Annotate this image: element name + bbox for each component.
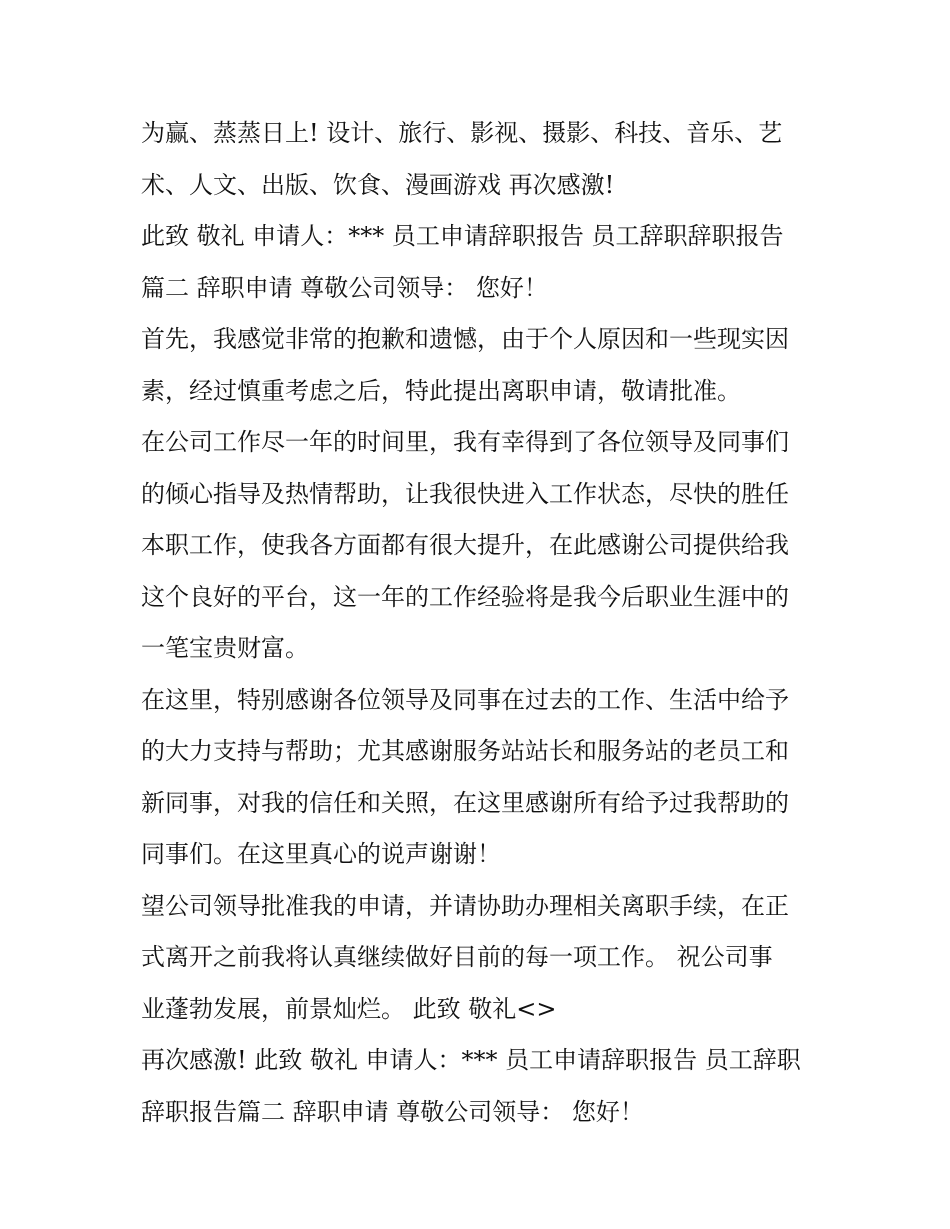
text-line: 业蓬勃发展，前景灿烂。 此致 敬礼<> [141, 994, 557, 1023]
text-line: 式离开之前我将认真继续做好目前的每一项工作。 祝公司事 [141, 943, 773, 971]
text-line: 在这里，特别感谢各位领导及同事在过去的工作、生活中给予 [141, 685, 789, 714]
text-line: 望公司领导批准我的申请，并请协助办理相关离职手续，在正 [141, 891, 789, 920]
text-line: 新同事，对我的信任和关照，在这里感谢所有给予过我帮助的 [141, 788, 789, 817]
text-line: 同事们。在这里真心的说声谢谢！ [141, 840, 501, 868]
text-line: 为赢、蒸蒸日上! 设计、旅行、影视、摄影、科技、音乐、艺 [141, 119, 783, 147]
document-body [141, 108, 821, 1138]
text-line: 在公司工作尽一年的时间里，我有幸得到了各位领导及同事们 [141, 428, 789, 456]
text-line: 一笔宝贵财富。 [141, 634, 309, 662]
text-line: 再次感激! 此致 敬礼 申请人：*** 员工申请辞职报告 员工辞职 [141, 1046, 801, 1074]
text-line: 篇二 辞职申请 尊敬公司领导： 您好！ [141, 273, 548, 302]
text-line: 这个良好的平台，这一年的工作经验将是我今后职业生涯中的 [141, 582, 789, 611]
text-line: 本职工作，使我各方面都有很大提升，在此感谢公司提供给我 [141, 531, 789, 559]
text-line: 的大力支持与帮助；尤其感谢服务站站长和服务站的老员工和 [141, 737, 789, 765]
text-line: 此致 敬礼 申请人：*** 员工申请辞职报告 员工辞职辞职报告 [141, 222, 784, 250]
text-line: 术、人文、出版、饮食、漫画游戏 再次感激! [141, 170, 615, 199]
text-line: 辞职报告篇二 辞职申请 尊敬公司领导： 您好！ [141, 1097, 644, 1126]
text-line: 首先，我感觉非常的抱歉和遗憾，由于个人原因和一些现实因 [141, 325, 789, 353]
text-line: 素，经过慎重考虑之后，特此提出离职申请，敬请批准。 [141, 376, 741, 405]
text-line: 的倾心指导及热情帮助，让我很快进入工作状态，尽快的胜任 [141, 479, 789, 508]
